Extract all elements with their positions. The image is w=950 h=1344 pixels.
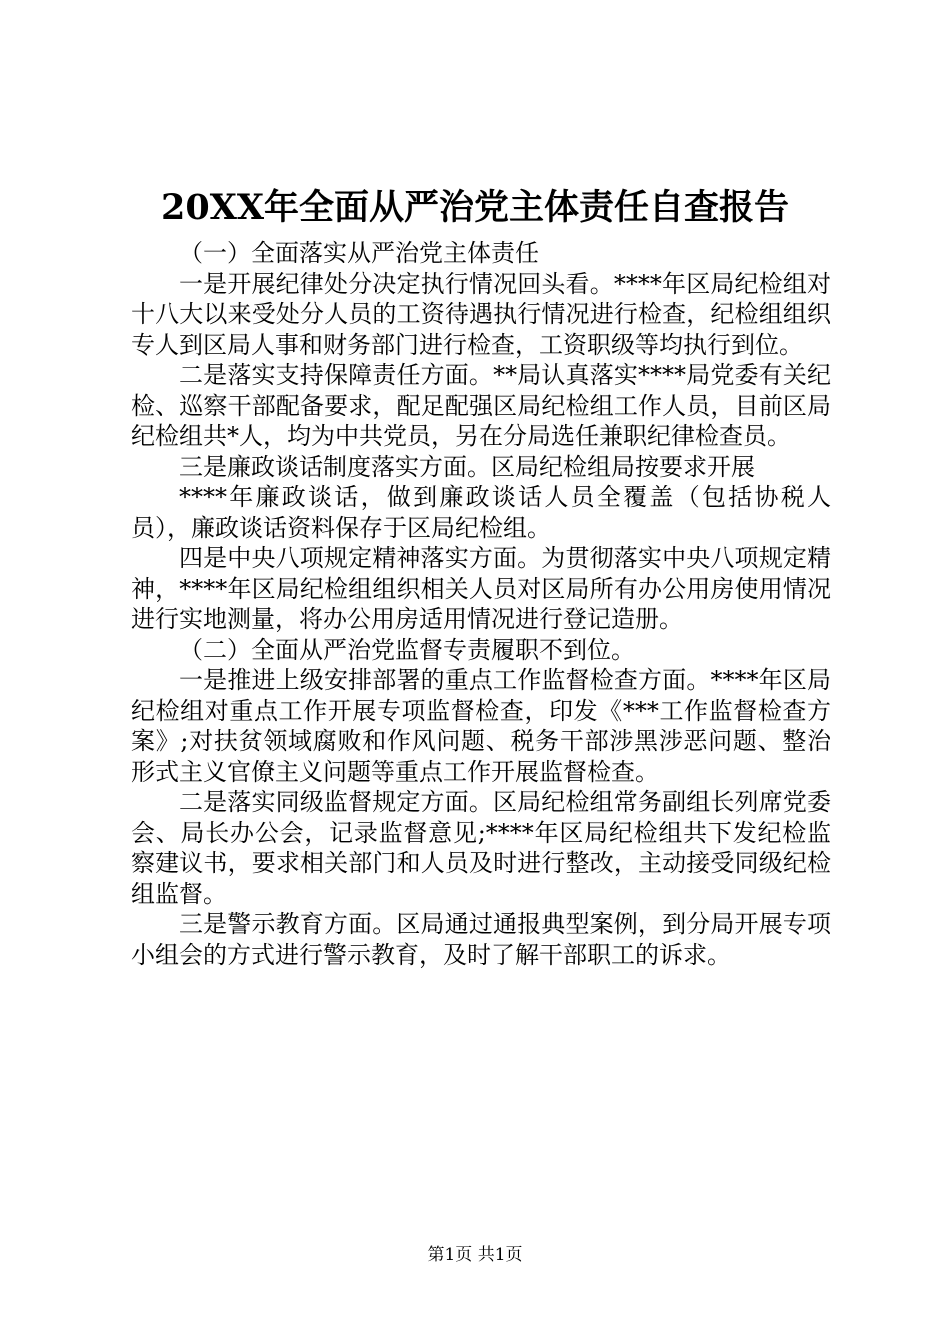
body-paragraph: 二是落实同级监督规定方面。区局纪检组常务副组长列席党委会、局长办公会，记录监督意见;****年区局纪检组共下发纪检监察建议书，要求相关部门和人员及时进行整改，主动接受同级纪检组监督。	[131, 788, 831, 908]
section-heading: （一）全面落实从严治党主体责任	[179, 239, 539, 267]
document-body	[131, 238, 831, 970]
body-paragraph: 三是警示教育方面。区局通过通报典型案例，到分局开展专项小组会的方式进行警示教育，及时了解干部职工的诉求。	[131, 910, 831, 969]
body-paragraph: 一是开展纪律处分决定执行情况回头看。****年区局纪检组对十八大以来受处分人员的工资待遇执行情况进行检查，纪检组组织专人到区局人事和财务部门进行检查，工资职级等均执行到位。	[131, 269, 831, 359]
body-paragraph: 二是落实支持保障责任方面。**局认真落实****局党委有关纪检、巡察干部配备要求，配足配强区局纪检组工作人员，目前区局纪检组共*人，均为中共党员，另在分局选任兼职纪律检查员。	[131, 361, 831, 450]
body-paragraph: 四是中央八项规定精神落实方面。为贯彻落实中央八项规定精神，****年区局纪检组组织相关人员对区局所有办公用房使用情况进行实地测量，将办公用房适用情况进行登记造册。	[131, 544, 831, 633]
page-number-footer: 第1页 共1页	[427, 1245, 523, 1265]
document-title: 20XX年全面从严治党主体责任自查报告	[160, 187, 790, 228]
body-paragraph: 三是廉政谈话制度落实方面。区局纪检组局按要求开展	[179, 452, 755, 481]
body-paragraph: 一是推进上级安排部署的重点工作监督检查方面。****年区局纪检组对重点工作开展专项监督检查，印发《***工作监督检查方案》;对扶贫领域腐败和作风问题、税务干部涉黑涉恶问题、整治形式主义官僚主义问题等重点工作开展监督检查。	[131, 666, 831, 786]
section-heading: （二）全面从严治党监督专责履职不到位。	[179, 635, 635, 664]
body-paragraph: ****年廉政谈话，做到廉政谈话人员全覆盖（包括协税人员），廉政谈话资料保存于区局纪检组。	[131, 483, 831, 542]
